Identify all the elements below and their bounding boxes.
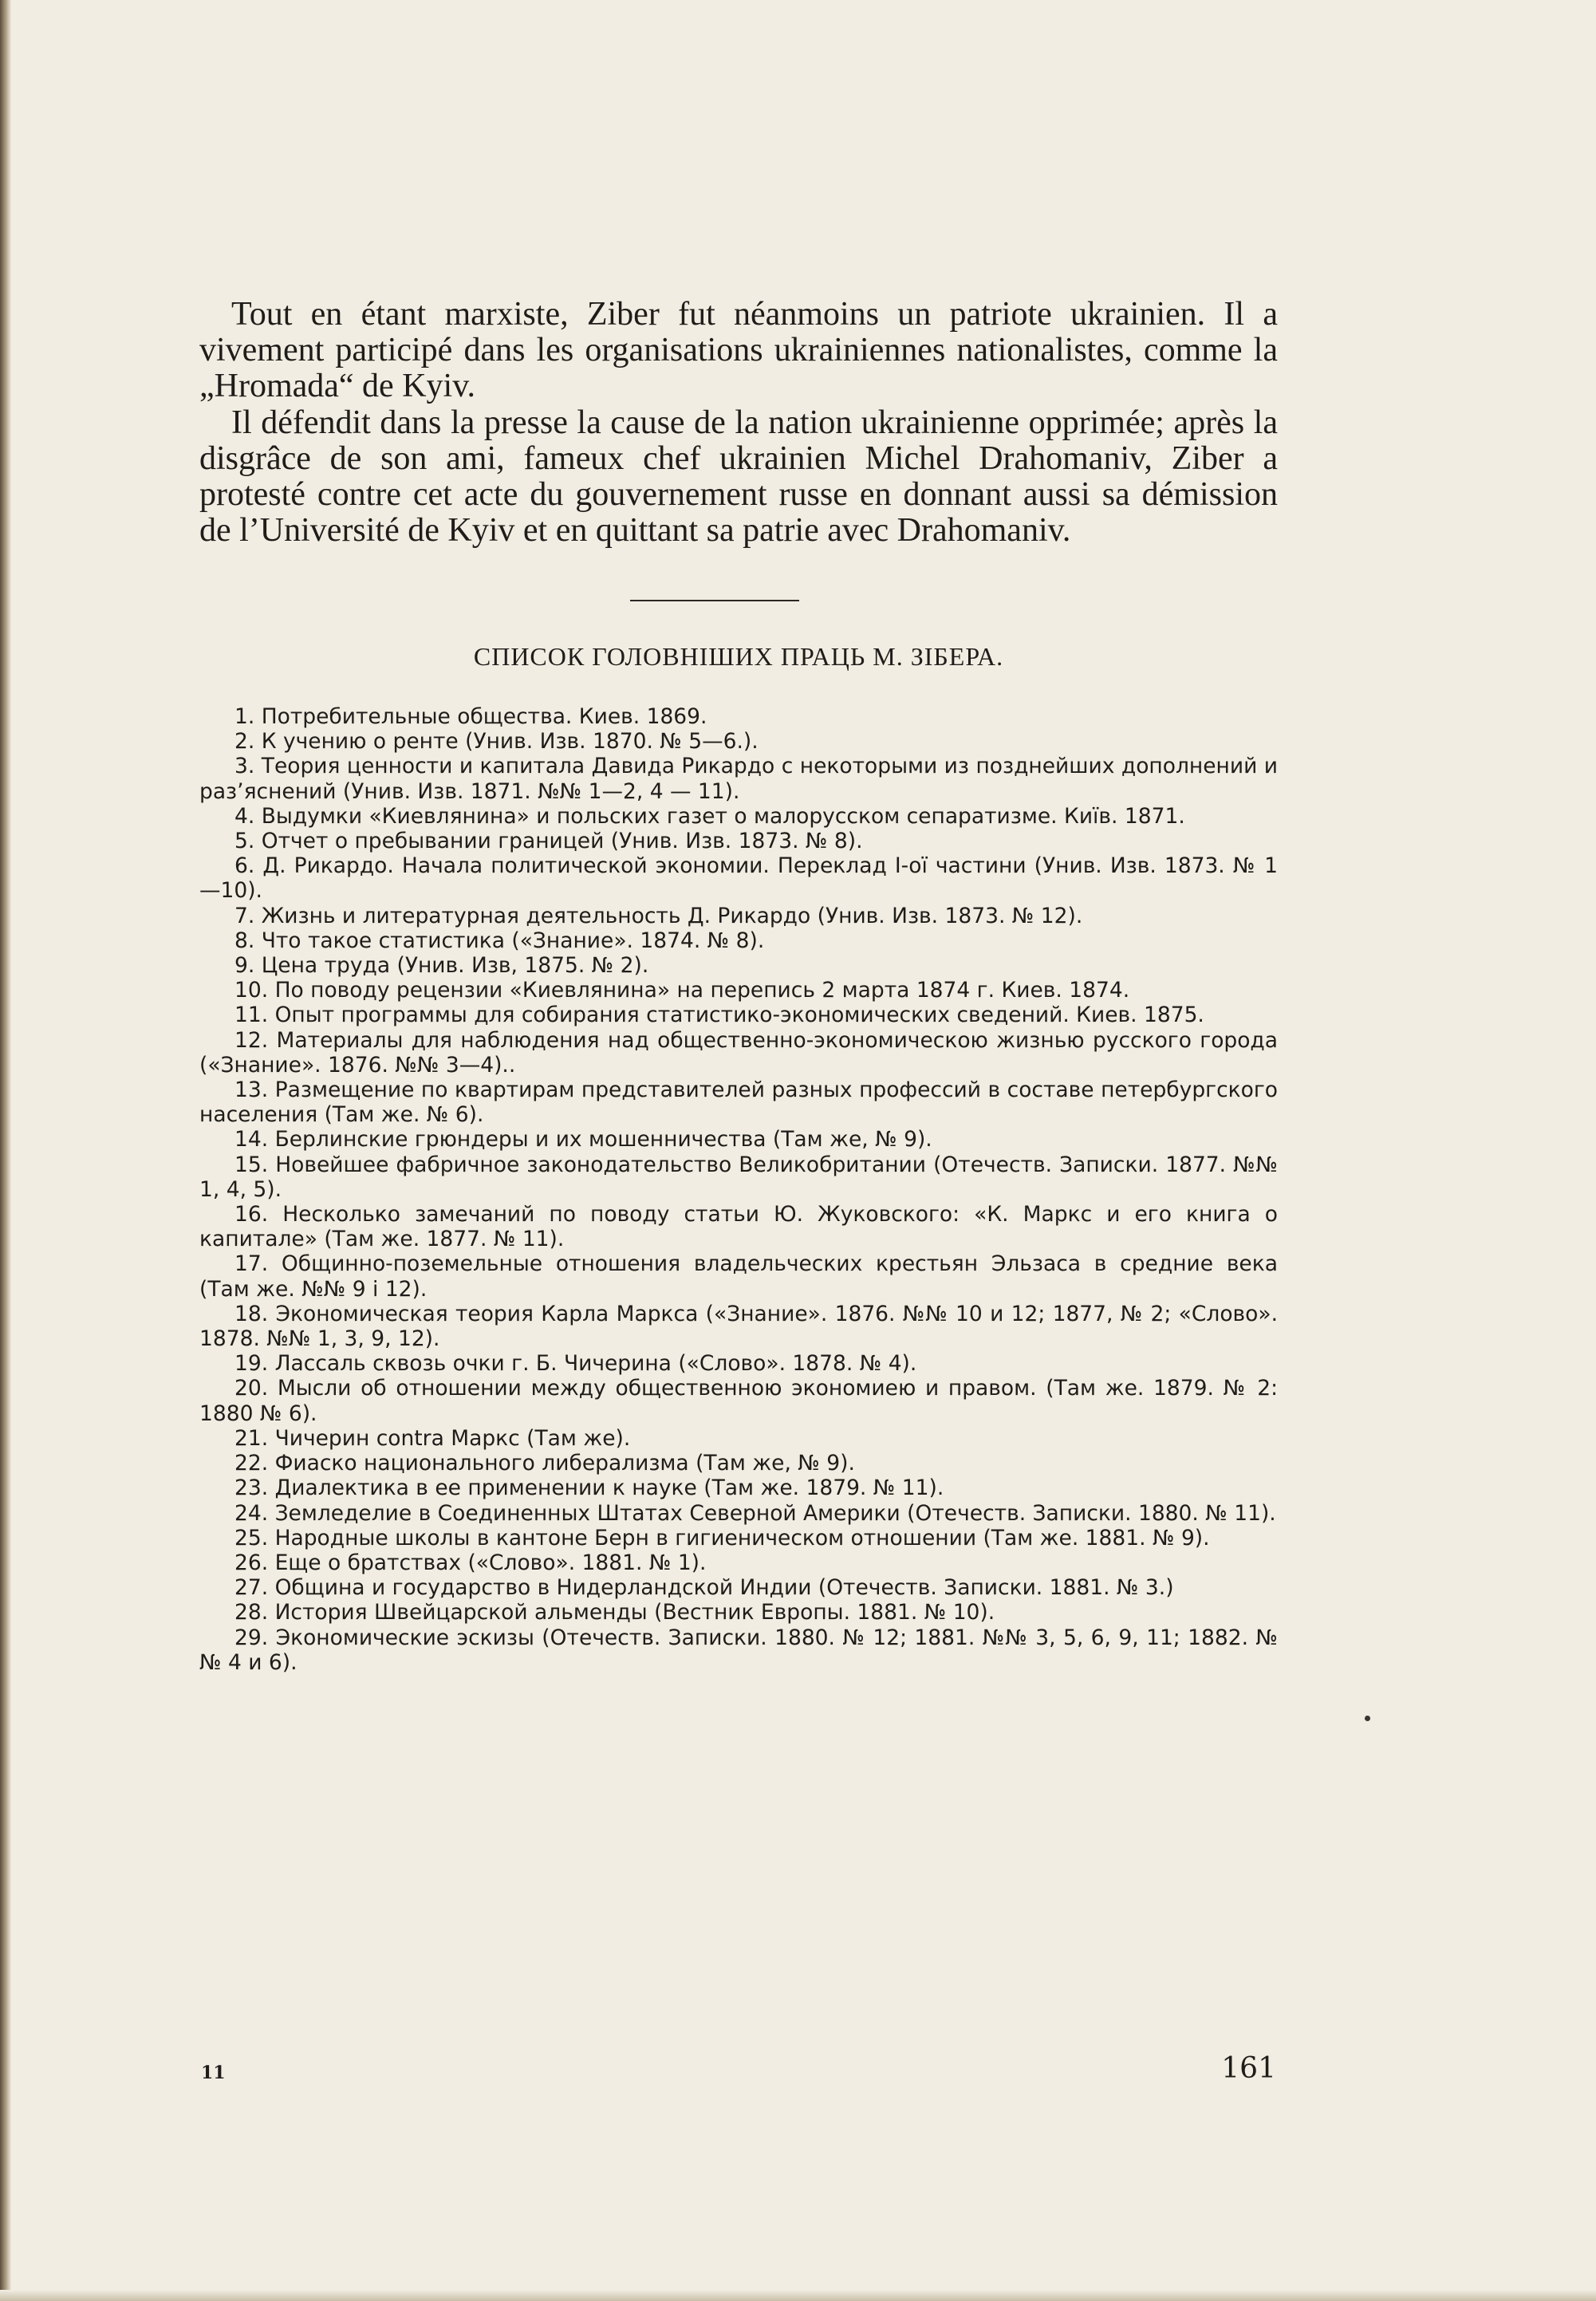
page-binding-edge — [0, 0, 11, 2301]
bibliography-item: 22. Фиаско национального либерализма (Там же, № 9). — [234, 1451, 855, 1476]
printer-signature-mark: 11 — [201, 2063, 226, 2083]
bibliography-item: 13. Размещение по квартирам представителей разных профессий в составе петербургского населения (Там же. № 6). — [199, 1078, 1278, 1128]
bibliography-item: 8. Что такое статистика («Знание». 1874. № 8). — [234, 928, 765, 953]
bibliography-item: 3. Теория ценности и капитала Давида Рикардо с некоторыми из позднейших дополнений и раз’яснений (Унив. Изв. 1871. №№ 1—2, 4 — 11). — [199, 754, 1278, 804]
bibliography-item: 28. История Швейцарской альменды (Вестник Европы. 1881. № 10). — [234, 1600, 995, 1625]
bibliography-item: 24. Земледелие в Соединенных Штатах Северной Америки (Отечеств. Записки. 1880. № 11). — [234, 1500, 1276, 1526]
bibliography-item: 20. Мысли об отношении между общественною экономиею и правом. (Там же. 1879. № 2: 1880 № 6). — [199, 1376, 1278, 1426]
bibliography-list — [199, 704, 1278, 1675]
bibliography-item: 5. Отчет о пребывании границей (Унив. Изв. 1873. № 8). — [234, 829, 863, 854]
bibliography-item: 18. Экономическая теория Карла Маркса («Знание». 1876. №№ 10 и 12; 1877, № 2; «Слово». 1878. №№ 1, 3, 9, 12). — [199, 1301, 1278, 1352]
page-bottom-edge — [0, 2290, 1596, 2301]
bibliography-item: 27. Община и государство в Нидерландской Индии (Отечеств. Записки. 1881. № 3.) — [234, 1575, 1174, 1601]
bibliography-item: 25. Народные школы в кантоне Берн в гигиеническом отношении (Там же. 1881. № 9). — [234, 1525, 1210, 1550]
bibliography-item: 12. Материалы для наблюдения над общественно-экономическою жизнью русского города («Знание». 1876. №№ 3—4).. — [199, 1027, 1278, 1078]
bibliography-item: 16. Несколько замечаний по поводу статьи Ю. Жуковского: «К. Маркс и его книга о капитале» (Там же. 1877. № 11). — [199, 1202, 1278, 1252]
french-paragraph-2: Il défendit dans la presse la cause de la nation ukrainienne opprimée; après la disgrâce de son ami, fameux chef ukrainien Michel Drahomaniv, Ziber a protesté contre cet acte du gouvernement russe en donnant aussi sa démission de l’Université de Kyiv et en quittant sa patrie avec Drahomaniv. — [199, 404, 1278, 549]
bibliography-item: 7. Жизнь и литературная деятельность Д. Рикардо (Унив. Изв. 1873. № 12). — [234, 903, 1083, 928]
bibliography-item: 23. Диалектика в ее применении к науке (Там же. 1879. № 11). — [234, 1476, 944, 1501]
french-paragraph-1: Tout en étant marxiste, Ziber fut néanmoins un patriote ukrainien. Il a vivement participé dans les organisations ukrainiennes nationalistes, comme la „Hromada“ de Kyiv. — [199, 296, 1278, 404]
bibliography-item: 2. К учению о ренте (Унив. Изв. 1870. № 5—6.). — [234, 729, 759, 755]
bibliography-item: 21. Чичерин contra Маркс (Там же). — [234, 1425, 631, 1451]
bibliography-item: 15. Новейшее фабричное законодательство Великобритании (Отечеств. Записки. 1877. №№ 1, 4, 5). — [199, 1152, 1278, 1202]
bibliography-item: 17. Общинно-поземельные отношения владельческих крестьян Эльзаса в средние века (Там же. №№ 9 і 12). — [199, 1251, 1278, 1302]
bibliography-item: 26. Еще о братствах («Слово». 1881. № 1). — [234, 1550, 707, 1575]
page-number: 161 — [1221, 2052, 1276, 2085]
bibliography-item: 29. Экономические эскизы (Отечеств. Записки. 1880. № 12; 1881. №№ 3, 5, 6, 9, 11; 1882. №№ 4 и 6). — [199, 1625, 1278, 1675]
section-divider — [630, 600, 799, 601]
french-text-block — [199, 297, 1278, 549]
bibliography-item: 4. Выдумки «Киевлянина» и польских газет о малорусском сепаратизме. Київ. 1871. — [234, 803, 1185, 829]
bibliography-item: 10. По поводу рецензии «Киевлянина» на перепись 2 марта 1874 г. Киев. 1874. — [234, 978, 1130, 1003]
print-speck — [1365, 1716, 1370, 1721]
bibliography-item: 14. Берлинские грюндеры и их мошенничества (Там же, № 9). — [234, 1127, 932, 1152]
bibliography-item: 6. Д. Рикардо. Начала политической экономии. Переклад І-ої частини (Унив. Изв. 1873. № 1—10). — [199, 853, 1278, 904]
bibliography-item: 1. Потребительные общества. Киев. 1869. — [234, 704, 707, 729]
bibliography-item: 11. Опыт программы для собирания статистико-экономических сведений. Киев. 1875. — [234, 1003, 1204, 1028]
bibliography-item: 19. Лассаль сквозь очки г. Б. Чичерина («Слово». 1878. № 4). — [234, 1351, 917, 1377]
bibliography-heading: СПИСОК ГОЛОВНІШИХ ПРАЦЬ М. ЗІБЕРА. — [473, 642, 1004, 671]
bibliography-item: 9. Цена труда (Унив. Изв, 1875. № 2). — [234, 953, 649, 979]
